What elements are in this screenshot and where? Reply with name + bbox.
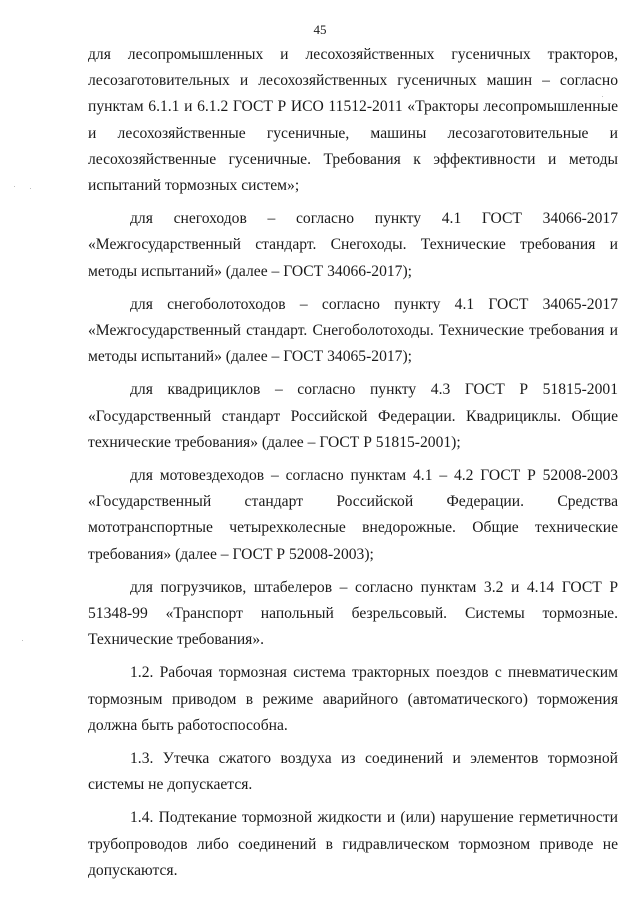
paragraph-1-2: 1.2. Рабочая тормозная система тракторных поездов с пневматическим тормозным приводом в режиме аварийного (автоматического) торможения должна быть работоспособна. (88, 664, 618, 734)
paragraph-snowmobiles: для снегоходов – согласно пункту 4.1 ГОСТ 34066-2017 «Межгосударственный стандарт. Снегоходы. Технические требования и методы испытаний» (далее – ГОСТ 34066-2017); (88, 210, 618, 280)
document-body (88, 42, 618, 884)
scan-speck (22, 640, 23, 641)
scan-speck (14, 186, 15, 187)
paragraph-snow-swamp-vehicles: для снегоболотоходов – согласно пункту 4.1 ГОСТ 34065-2017 «Межгосударственный стандарт. Снегоболотоходы. Технические требования и методы испытаний» (далее – ГОСТ 34065-2017); (88, 295, 618, 366)
paragraph-1-3: 1.3. Утечка сжатого воздуха из соединений и элементов тормозной системы не допускается. (88, 750, 618, 794)
paragraph-forestry-tractors: для лесопромышленных и лесохозяйственных гусеничных тракторов, лесозаготовительных и лесохозяйственных гусеничных машин – согласно пунктам 6.1.1 и 6.1.2 ГОСТ Р ИСО 11512-2011 «Тракторы лесопромышленные и лесохозяйственные гусеничные, машины лесозаготовительные и лесохозяйственные гусеничные. Требования к эффективности и методы испытаний тормозных систем»; (88, 46, 618, 195)
scan-speck (602, 96, 603, 97)
page-number: 45 (313, 22, 327, 37)
scan-speck (30, 188, 31, 189)
paragraph-1-4: 1.4. Подтекание тормозной жидкости и (или) нарушение герметичности трубопроводов либо соединений в гидравлическом тормозном приводе не допускаются. (88, 809, 618, 879)
paragraph-atvs: для мотовездеходов – согласно пунктам 4.1 – 4.2 ГОСТ Р 52008-2003 «Государственный стандарт Российской Федерации. Средства мототранспортные четырехколесные внедорожные. Общие технические требования» (далее – ГОСТ Р 52008-2003); (88, 467, 618, 563)
paragraph-quadricycles: для квадрициклов – согласно пункту 4.3 ГОСТ Р 51815-2001 «Государственный стандарт Российской Федерации. Квадрициклы. Общие технические требования» (далее – ГОСТ Р 51815-2001); (88, 381, 618, 451)
paragraph-loaders-stackers: для погрузчиков, штабелеров – согласно пунктам 3.2 и 4.14 ГОСТ Р 51348-99 «Транспорт напольный безрельсовый. Системы тормозные. Технические требования». (88, 578, 618, 649)
